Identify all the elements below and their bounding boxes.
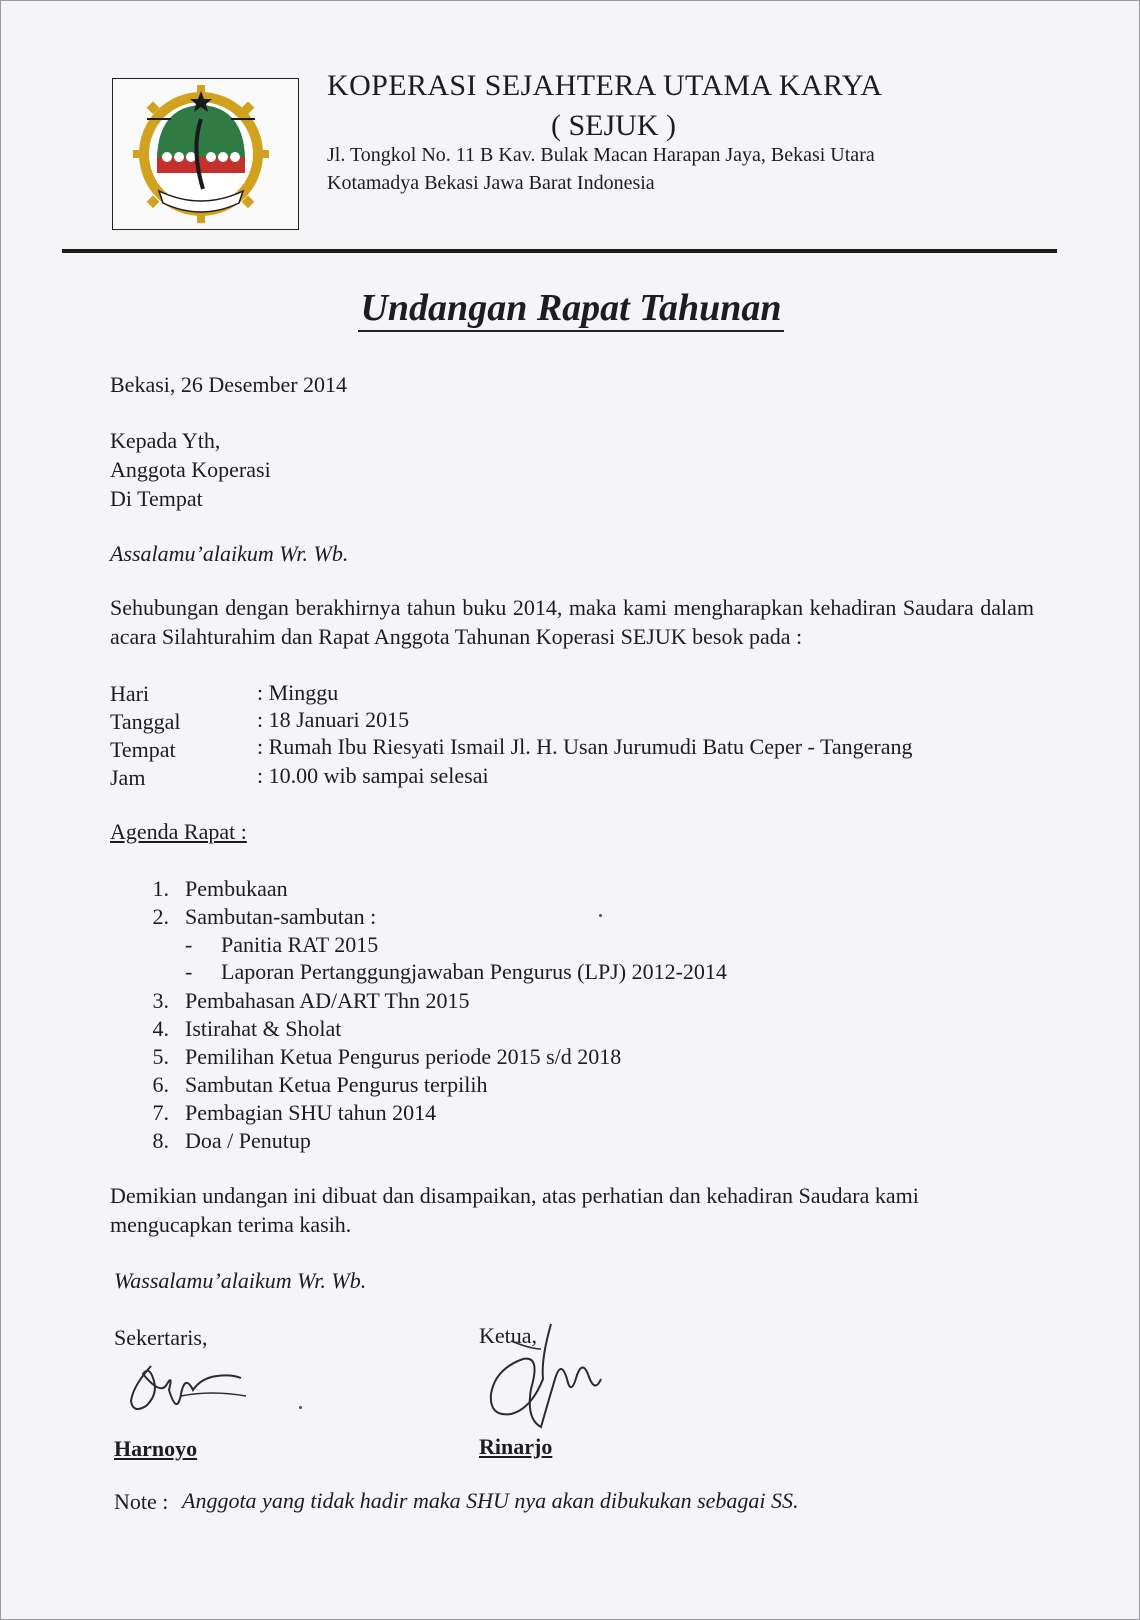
intro-paragraph: Sehubungan dengan berakhirnya tahun buku 2014, maka kami mengharapkan kehadiran Saudara dalam acara Silahturahim dan Rapat Anggota Tahunan Koperasi SEJUK besok pada :	[110, 595, 1034, 649]
agenda-subitem-text: Panitia RAT 2015	[221, 932, 379, 957]
agenda-item-number: 7.	[152, 1100, 169, 1125]
letter-date: Bekasi, 26 Desember 2014	[110, 372, 348, 397]
agenda-subitem-text: Laporan Pertanggungjawaban Pengurus (LPJ) 2012-2014	[221, 959, 727, 984]
note-text: Anggota yang tidak hadir maka SHU nya akan dibukukan sebagai SS.	[182, 1488, 799, 1513]
agenda-subitem-dash: -	[185, 959, 193, 984]
agenda-item-text: Pembagian SHU tahun 2014	[185, 1100, 437, 1125]
detail-value-date: : 18 Januari 2015	[257, 707, 410, 732]
detail-label-place: Tempat	[110, 737, 176, 762]
detail-label-date: Tanggal	[110, 709, 181, 734]
note-label: Note :	[114, 1489, 169, 1514]
address-line-2: Kotamadya Bekasi Jawa Barat Indonesia	[327, 172, 655, 194]
organization-abbreviation: ( SEJUK )	[551, 109, 676, 142]
agenda-item-text: Pemilihan Ketua Pengurus periode 2015 s/d 2018	[185, 1044, 622, 1069]
agenda-item-text: Pembukaan	[185, 876, 288, 901]
scan-speck	[599, 914, 602, 917]
agenda-item-text: Sambutan Ketua Pengurus terpilih	[185, 1072, 488, 1097]
cooperative-logo	[112, 78, 299, 230]
address-line-1: Jl. Tongkol No. 11 B Kav. Bulak Macan Harapan Jaya, Bekasi Utara	[327, 144, 875, 166]
letterhead-divider	[62, 249, 1057, 253]
secretary-name: Harnoyo	[114, 1436, 198, 1461]
secretary-signature-icon	[121, 1356, 261, 1426]
detail-value-place: : Rumah Ibu Riesyati Ismail Jl. H. Usan Jurumudi Batu Ceper - Tangerang	[257, 734, 913, 759]
organization-name: KOPERASI SEJAHTERA UTAMA KARYA	[327, 69, 883, 102]
cooperative-emblem-icon	[113, 79, 297, 228]
recipient-line-3: Di Tempat	[110, 486, 203, 511]
recipient-line-2: Anggota Koperasi	[110, 457, 271, 482]
agenda-item-number: 5.	[152, 1044, 169, 1069]
chairman-role: Ketua,	[479, 1323, 538, 1348]
agenda-item-number: 6.	[152, 1072, 169, 1097]
agenda-item-text: Pembahasan AD/ART Thn 2015	[185, 988, 470, 1013]
agenda-item-number: 2.	[152, 904, 169, 929]
agenda-item-text: Sambutan-sambutan :	[185, 904, 377, 929]
scan-speck	[299, 1406, 302, 1409]
chairman-name: Rinarjo	[479, 1434, 553, 1459]
agenda-item-number: 3.	[152, 988, 169, 1013]
recipient-line-1: Kepada Yth,	[110, 428, 221, 453]
secretary-role: Sekertaris,	[114, 1325, 208, 1350]
agenda-heading: Agenda Rapat :	[110, 819, 247, 844]
document-title	[1, 286, 1140, 330]
opening-greeting: Assalamu’alaikum Wr. Wb.	[110, 541, 349, 566]
chairman-signature-icon	[471, 1319, 606, 1439]
agenda-item-text: Doa / Penutup	[185, 1128, 311, 1153]
detail-label-day: Hari	[110, 681, 150, 706]
closing-paragraph: Demikian undangan ini dibuat dan disampaikan, atas perhatian dan kehadiran Saudara kami mengucapkan terima kasih.	[110, 1183, 919, 1237]
agenda-subitem-dash: -	[185, 932, 193, 957]
detail-value-day: : Minggu	[257, 680, 339, 705]
agenda-item-text: Istirahat & Sholat	[185, 1016, 342, 1041]
closing-greeting: Wassalamu’alaikum Wr. Wb.	[114, 1268, 367, 1293]
detail-value-time: : 10.00 wib sampai selesai	[257, 763, 489, 788]
agenda-item-number: 8.	[152, 1128, 169, 1153]
agenda-item-number: 1.	[152, 876, 169, 901]
document-title-text: Undangan Rapat Tahunan	[358, 287, 783, 332]
detail-label-time: Jam	[110, 765, 146, 790]
agenda-item-number: 4.	[152, 1016, 169, 1041]
